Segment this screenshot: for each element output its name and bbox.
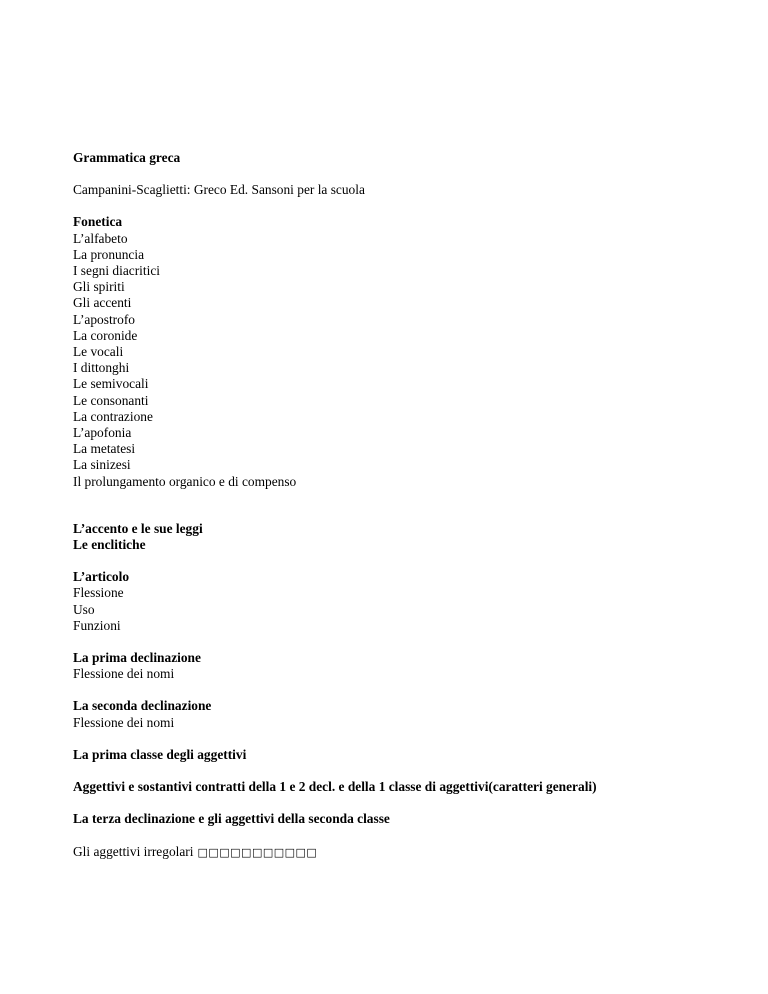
fonetica-item: La contrazione xyxy=(73,408,153,424)
fonetica-item: I segni diacritici xyxy=(73,263,161,279)
missing-glyphs: □□□□□□□□□□□ xyxy=(197,845,318,859)
fonetica-item: Gli spiriti xyxy=(73,279,125,295)
seconda-declinazione-item: Flessione dei nomi xyxy=(73,714,175,730)
fonetica-item: L’alfabeto xyxy=(73,230,128,246)
prima-declinazione-heading: La prima declinazione xyxy=(73,650,201,666)
accento-heading: L’accento e le sue leggi xyxy=(73,520,203,536)
fonetica-item: L’apofonia xyxy=(73,425,132,441)
irregolari-text: Gli aggettivi irregolari xyxy=(73,843,194,859)
source-line: Campanini-Scaglietti: Greco Ed. Sansoni per la scuola xyxy=(73,182,365,198)
fonetica-item: L’apostrofo xyxy=(73,311,135,327)
articolo-item: Flessione xyxy=(73,585,124,601)
enclitiche-heading: Le enclitiche xyxy=(73,537,146,553)
seconda-declinazione-heading: La seconda declinazione xyxy=(73,698,212,714)
document-page xyxy=(73,150,713,861)
fonetica-item: La coronide xyxy=(73,327,138,343)
irregolari-line xyxy=(73,844,713,861)
prima-declinazione-item: Flessione dei nomi xyxy=(73,666,175,682)
fonetica-item: Gli accenti xyxy=(73,295,132,311)
fonetica-item: Le semivocali xyxy=(73,376,149,392)
fonetica-item: La sinizesi xyxy=(73,457,131,473)
fonetica-item: Le vocali xyxy=(73,344,124,360)
document-title: Grammatica greca xyxy=(73,150,181,165)
fonetica-item: I dittonghi xyxy=(73,360,130,376)
articolo-heading: L’articolo xyxy=(73,569,130,585)
articolo-item: Uso xyxy=(73,601,95,617)
fonetica-item: Le consonanti xyxy=(73,392,149,408)
terza-declinazione-heading: La terza declinazione e gli aggettivi della seconda classe xyxy=(73,811,390,827)
prima-classe-heading: La prima classe degli aggettivi xyxy=(73,746,247,762)
fonetica-heading: Fonetica xyxy=(73,214,123,230)
fonetica-item: Il prolungamento organico e di compenso xyxy=(73,473,297,489)
fonetica-item: La pronuncia xyxy=(73,246,145,262)
articolo-item: Funzioni xyxy=(73,617,121,633)
contratti-heading: Aggettivi e sostantivi contratti della 1 e 2 decl. e della 1 classe di aggettivi(caratteri generali) xyxy=(73,779,597,795)
fonetica-item: La metatesi xyxy=(73,441,136,457)
